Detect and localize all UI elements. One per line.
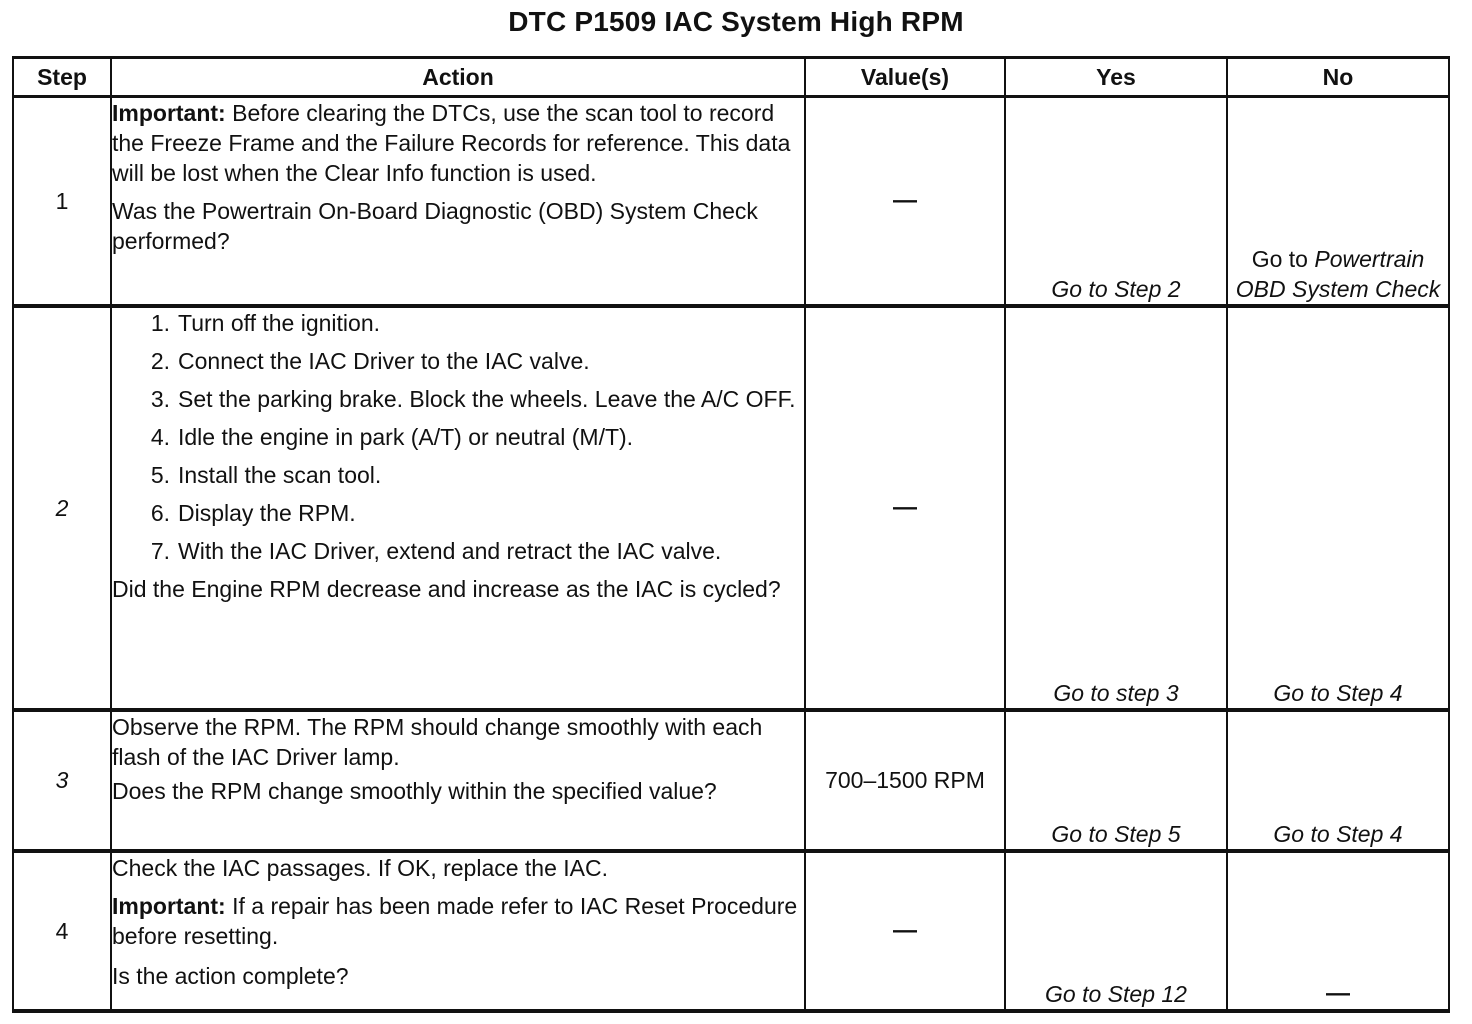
yes-cell: Go to Step 5 <box>1005 710 1227 851</box>
header-yes: Yes <box>1005 58 1227 97</box>
table-row <box>13 851 1449 1011</box>
no-prefix: Go to <box>1251 245 1315 272</box>
header-row <box>13 58 1449 97</box>
header-no: No <box>1227 58 1449 97</box>
no-target: Powertrain OBD System Check <box>1235 245 1441 302</box>
list-item <box>112 536 804 566</box>
list-item <box>112 346 804 376</box>
step-number: 1 <box>13 97 111 306</box>
value-text: — <box>893 917 917 944</box>
action-question: Did the Engine RPM decrease and increase as the IAC is cycled? <box>112 575 781 602</box>
no-cell <box>1227 851 1449 1011</box>
action-question: Does the RPM change smoothly within the specified value? <box>112 777 717 804</box>
header-values: Value(s) <box>805 58 1005 97</box>
item-text: Turn off the ignition. <box>178 309 381 336</box>
item-number: 3. <box>150 385 170 412</box>
important-note <box>112 98 804 188</box>
yes-cell: Go to Step 2 <box>1005 97 1227 306</box>
action-text: Observe the RPM. The RPM should change smoothly with each flash of the IAC Driver lamp. <box>112 713 763 770</box>
no-go-to <box>1228 244 1448 304</box>
item-text: With the IAC Driver, extend and retract the IAC valve. <box>178 537 722 564</box>
action-cell <box>111 851 805 1011</box>
table-row <box>13 710 1449 851</box>
important-label: Important: <box>112 892 226 919</box>
action-text: Check the IAC passages. If OK, replace the IAC. <box>112 854 609 881</box>
list-item <box>112 384 804 414</box>
item-text: Idle the engine in park (A/T) or neutral (M/T). <box>178 423 634 450</box>
value-cell <box>805 710 1005 851</box>
action-cell <box>111 710 805 851</box>
value-text: 700–1500 RPM <box>825 767 985 793</box>
important-note <box>112 891 804 951</box>
list-item <box>112 422 804 452</box>
no-cell: Go to Step 4 <box>1227 710 1449 851</box>
value-cell <box>805 851 1005 1011</box>
step-number: 2 <box>13 306 111 710</box>
item-text: Connect the IAC Driver to the IAC valve. <box>178 347 590 374</box>
item-number: 1. <box>150 309 170 336</box>
step-number: 4 <box>13 851 111 1011</box>
item-number: 5. <box>150 461 170 488</box>
value-cell <box>805 306 1005 710</box>
list-item <box>112 308 804 338</box>
value-text: — <box>893 187 917 215</box>
step-number: 3 <box>13 710 111 851</box>
no-cell <box>1227 97 1449 306</box>
table-row <box>13 97 1449 306</box>
important-text: If a repair has been made refer to IAC Reset Procedure before resetting. <box>112 892 798 949</box>
header-action: Action <box>111 58 805 97</box>
yes-cell: Go to step 3 <box>1005 306 1227 710</box>
action-question: Is the action complete? <box>112 962 349 989</box>
item-text: Set the parking brake. Block the wheels. Leave the A/C OFF. <box>178 385 796 412</box>
page-title: DTC P1509 IAC System High RPM <box>508 6 964 37</box>
list-item <box>112 498 804 528</box>
value-text: — <box>893 494 917 521</box>
action-cell <box>111 97 805 306</box>
value-cell <box>805 97 1005 306</box>
header-step: Step <box>13 58 111 97</box>
yes-cell: Go to Step 12 <box>1005 851 1227 1011</box>
item-text: Install the scan tool. <box>178 461 382 488</box>
item-text: Display the RPM. <box>178 499 356 526</box>
item-number: 4. <box>150 423 170 450</box>
table-row <box>13 306 1449 710</box>
important-text: Before clearing the DTCs, use the scan tool to record the Freeze Frame and the Failure Records for reference. This data will be lost when the Clear Info function is used. <box>112 100 791 186</box>
no-cell: Go to Step 4 <box>1227 306 1449 710</box>
important-label: Important: <box>112 100 226 126</box>
procedure-list <box>112 308 804 566</box>
action-question: Was the Powertrain On-Board Diagnostic (OBD) System Check performed? <box>112 198 758 254</box>
list-item <box>112 460 804 490</box>
item-number: 7. <box>150 537 170 564</box>
item-number: 2. <box>150 347 170 374</box>
item-number: 6. <box>150 499 170 526</box>
diagnostic-table <box>12 56 1450 1013</box>
action-cell <box>111 306 805 710</box>
no-text: — <box>1326 979 1350 1007</box>
